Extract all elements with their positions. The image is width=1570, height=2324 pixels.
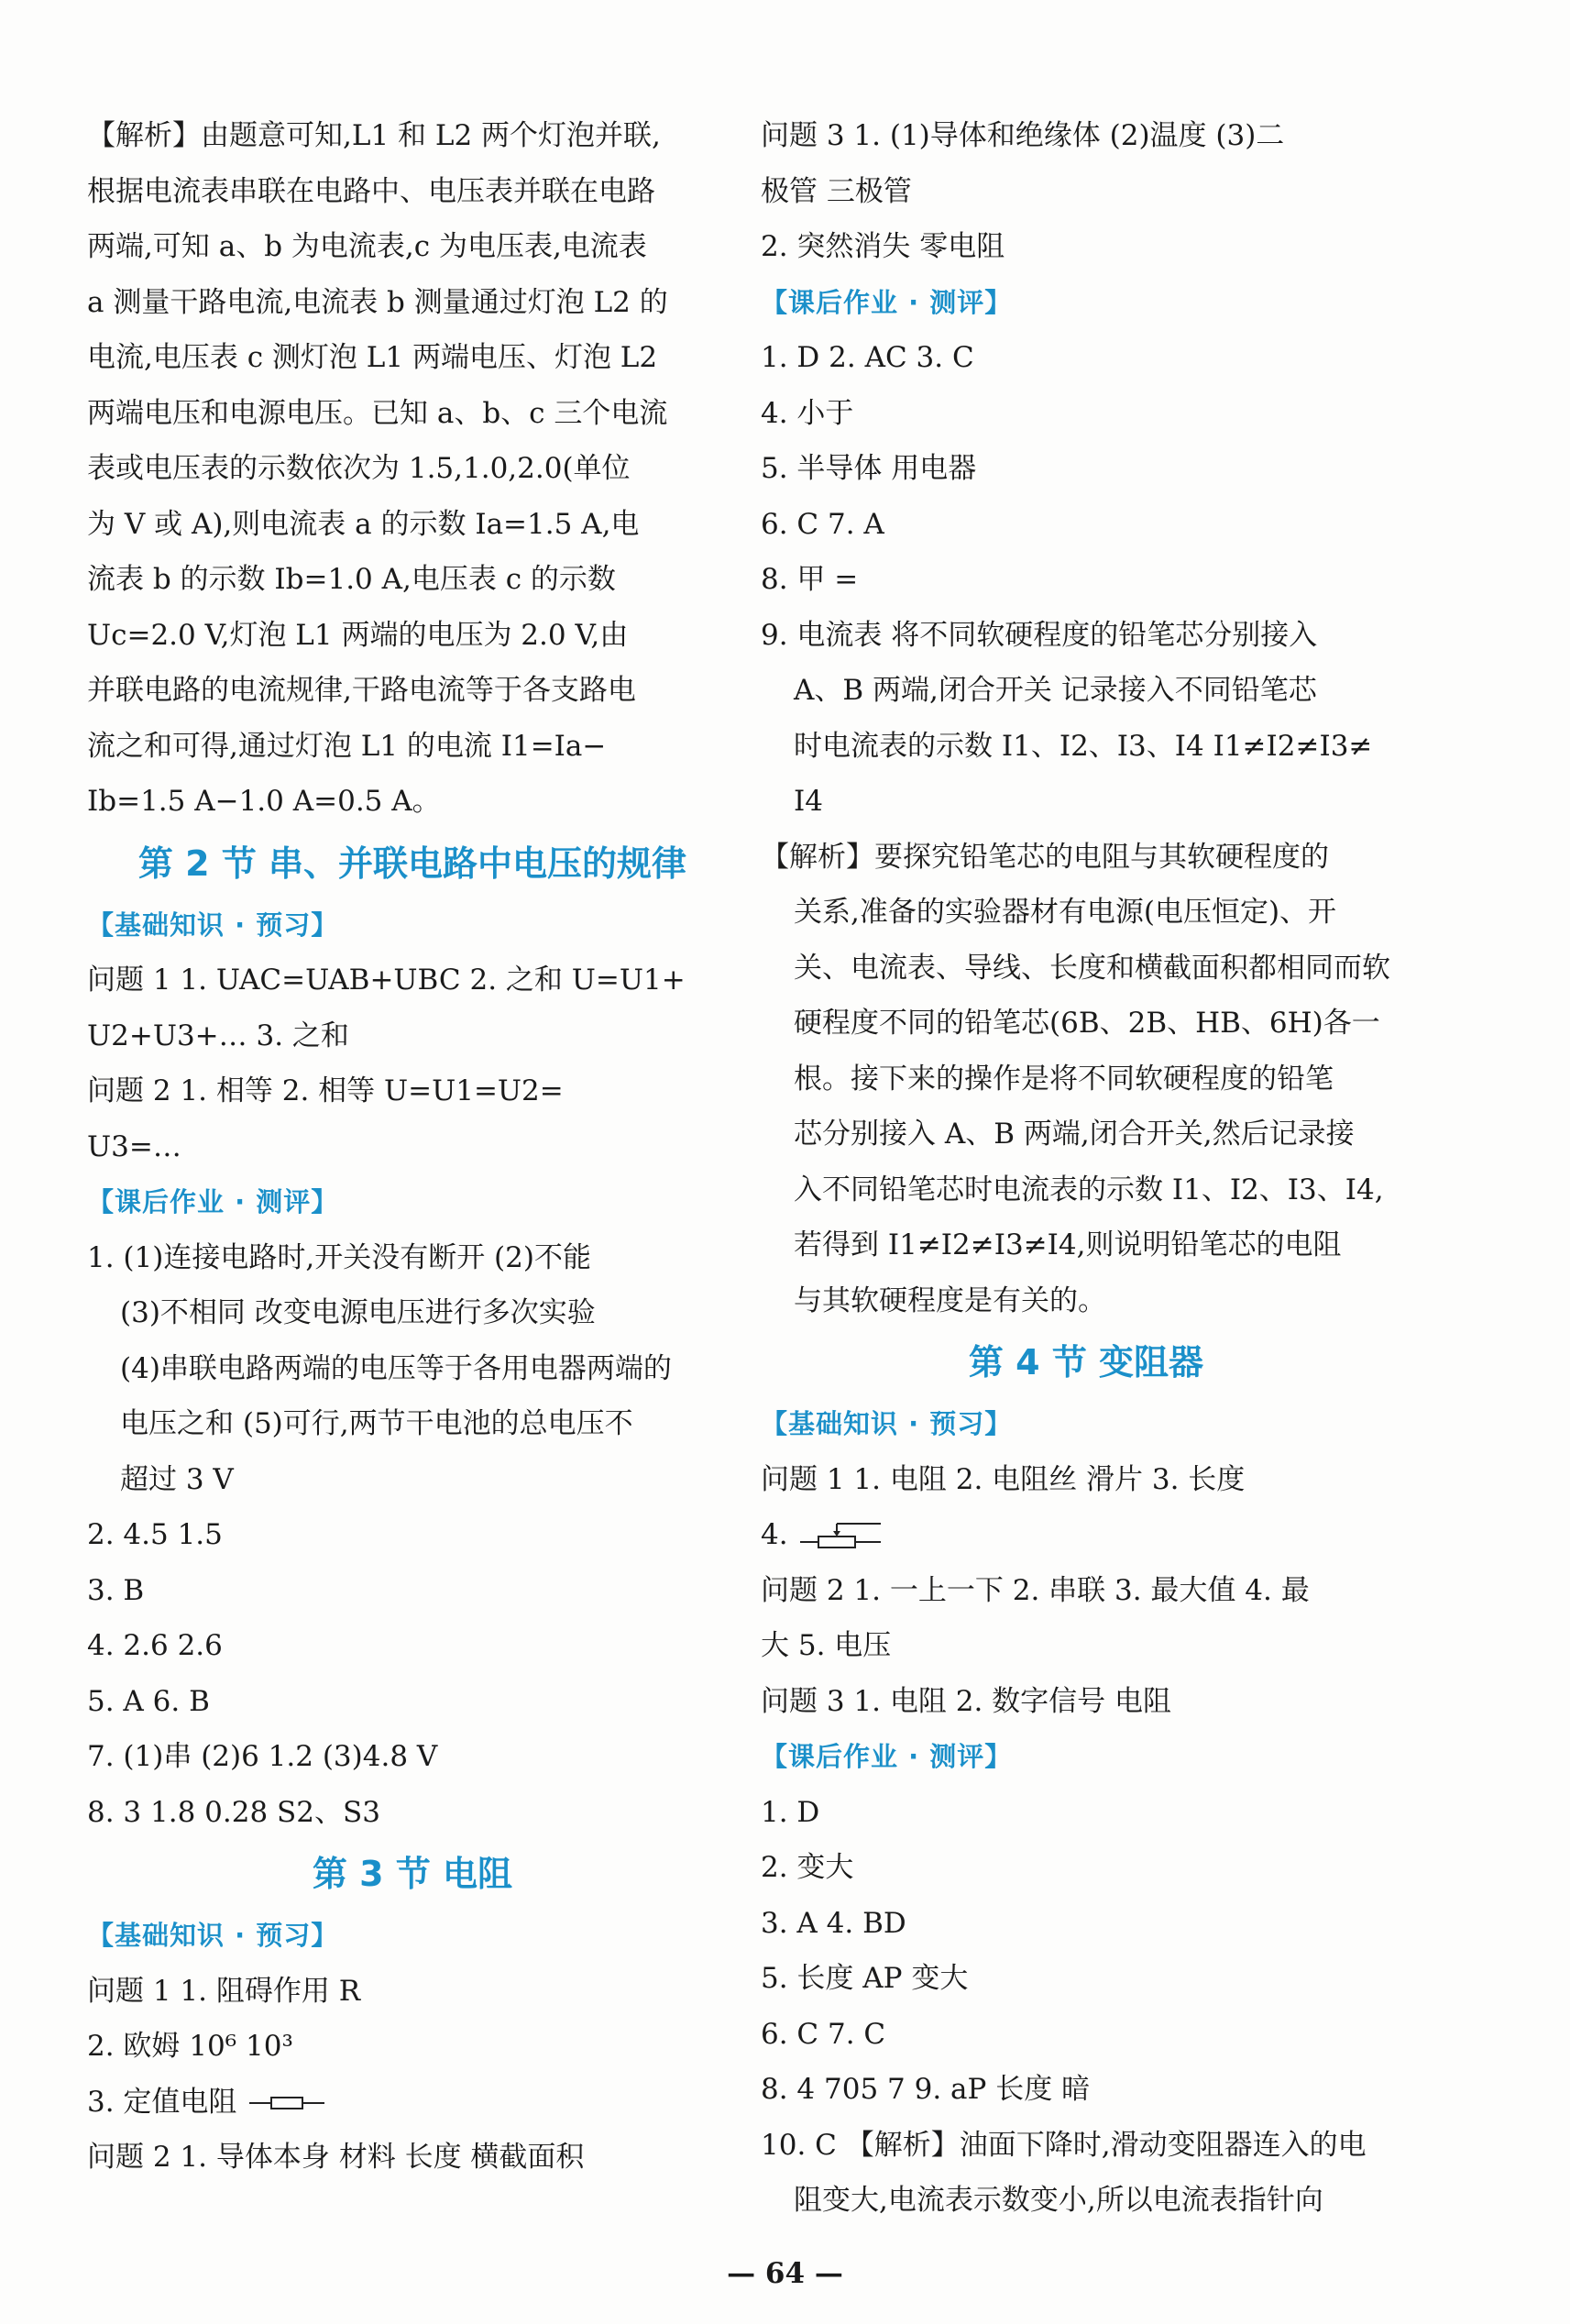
answer-line: 时电流表的示数 I1、I2、I3、I4 I1≠I2≠I3≠ (794, 729, 1373, 763)
answer-line: A、B 两端,闭合开关 记录接入不同铅笔芯 (794, 674, 1317, 707)
section-4-title: 第 4 节 变阻器 (968, 1342, 1204, 1382)
s2-question-2-line-2: U3=… (87, 1129, 181, 1163)
analysis-line: 两端,可知 a、b 为电流表,c 为电压表,电流表 (87, 230, 647, 263)
s3-question-3-line-2: 极管 三极管 (761, 174, 912, 208)
s2-answer-4: 4. 2.6 2.6 (87, 1629, 223, 1662)
s2-question-1-line-1: 问题 1 1. UAC=UAB+UBC 2. 之和 U=U1+ (87, 964, 686, 997)
analysis-line: 根。接下来的操作是将不同软硬程度的铅笔 (794, 1062, 1334, 1096)
s3-answer-4: 4. 小于 (761, 396, 854, 430)
s4-answer-3-4: 3. A 4. BD (761, 1906, 906, 1940)
s3-question-1-item-3 (87, 2075, 738, 2131)
rheostat-label: 4. (761, 1518, 788, 1551)
tag-preview-s3: 【基础知识 · 预习】 (87, 1920, 339, 1951)
analysis-line: 为 V 或 A),则电流表 a 的示数 Ia=1.5 A,电 (87, 507, 640, 541)
analysis-line: 并联电路的电流规律,干路电流等于各支路电 (87, 674, 636, 707)
s2-answer-8: 8. 3 1.8 0.28 S2、S3 (87, 1795, 380, 1829)
s3-answer-9 (761, 608, 1411, 830)
analysis-line: a 测量干路电流,电流表 b 测量通过灯泡 L2 的 (87, 285, 668, 319)
answer-line: 电压之和 (5)可行,两节干电池的总电压不 (120, 1407, 633, 1440)
answer-line: (4)串联电路两端的电压等于各用电器两端的 (120, 1351, 672, 1385)
analysis-line: Uc=2.0 V,灯泡 L1 两端的电压为 2.0 V,由 (87, 618, 629, 652)
fixed-resistor-symbol-icon (246, 2092, 328, 2114)
analysis-line: 关系,准备的实验器材有电源(电压恒定)、开 (794, 896, 1337, 929)
section-2-title: 第 2 节 串、并联电路中电压的规律 (137, 843, 687, 884)
page-number: — 64 — (727, 2257, 843, 2290)
analysis-line: 流之和可得,通过灯泡 L1 的电流 I1=Ia− (87, 729, 607, 763)
answer-line: I4 (794, 785, 823, 818)
tag-homework: 【课后作业 · 测评】 (87, 1186, 339, 1217)
s2-answer-1 (87, 1230, 738, 1508)
analysis-line: 流表 b 的示数 Ib=1.0 A,电压表 c 的示数 (87, 563, 616, 596)
analysis-line: 根据电流表串联在电路中、电压表并联在电路 (87, 174, 655, 208)
tag-homework-s4: 【课后作业 · 测评】 (761, 1741, 1013, 1772)
s4-question-2-line-1: 问题 2 1. 一上一下 2. 串联 3. 最大值 4. 最 (761, 1573, 1310, 1607)
fixed-resistor-label: 3. 定值电阻 (87, 2085, 237, 2119)
s2-answer-7: 7. (1)串 (2)6 1.2 (3)4.8 V (87, 1740, 438, 1773)
analysis-line: 芯分别接入 A、B 两端,闭合开关,然后记录接 (794, 1118, 1355, 1151)
analysis-line: 若得到 I1≠I2≠I3≠I4,则说明铅笔芯的电阻 (794, 1228, 1342, 1261)
analysis-paragraph-1 (87, 108, 738, 830)
section-3-title: 第 3 节 电阻 (312, 1854, 513, 1894)
analysis-line: 【解析】要探究铅笔芯的电阻与其软硬程度的 (761, 840, 1329, 874)
s4-answer-8-9: 8. 4 705 7 9. aP 长度 暗 (761, 2073, 1091, 2106)
s2-question-2-line-1: 问题 2 1. 相等 2. 相等 U=U1=U2= (87, 1074, 564, 1107)
s4-question-1-item-4 (761, 1507, 1411, 1563)
analysis-line: 两端电压和电源电压。已知 a、b、c 三个电流 (87, 396, 668, 430)
s4-answer-10-line-2: 阻变大,电流表示数变小,所以电流表指针向 (794, 2184, 1323, 2217)
tag-preview-s4: 【基础知识 · 预习】 (761, 1408, 1013, 1439)
s3-question-1: 问题 1 1. 阻碍作用 R (87, 1974, 361, 2008)
s2-question-1-line-2: U2+U3+… 3. 之和 (87, 1019, 349, 1052)
analysis-paragraph-9 (761, 830, 1411, 1329)
analysis-line: 与其软硬程度是有关的。 (794, 1283, 1106, 1317)
analysis-line: 关、电流表、导线、长度和横截面积都相同而软 (794, 951, 1390, 985)
s4-answer-5: 5. 长度 AP 变大 (761, 1962, 969, 1995)
analysis-line: Ib=1.5 A−1.0 A=0.5 A。 (87, 785, 441, 818)
s4-question-2-line-2: 大 5. 电压 (761, 1629, 892, 1662)
analysis-line: 电流,电压表 c 测灯泡 L1 两端电压、灯泡 L2 (87, 341, 658, 374)
s4-question-1: 问题 1 1. 电阻 2. 电阻丝 滑片 3. 长度 (761, 1462, 1246, 1496)
left-column (87, 108, 738, 2186)
s3-question-3-line-3: 2. 突然消失 零电阻 (761, 230, 1005, 263)
s4-answer-6-7: 6. C 7. C (761, 2017, 886, 2051)
answer-line: (3)不相同 改变电源电压进行多次实验 (120, 1296, 596, 1329)
right-column (761, 108, 1411, 2229)
analysis-line: 入不同铅笔芯时电流表的示数 I1、I2、I3、I4, (794, 1173, 1384, 1206)
s3-answer-1-3: 1. D 2. AC 3. C (761, 341, 974, 374)
s2-answer-3: 3. B (87, 1573, 145, 1607)
tag-homework-s3: 【课后作业 · 测评】 (761, 286, 1013, 318)
s3-question-3-line-1: 问题 3 1. (1)导体和绝缘体 (2)温度 (3)二 (761, 119, 1285, 152)
answer-line: 超过 3 V (120, 1462, 234, 1496)
tag-preview: 【基础知识 · 预习】 (87, 909, 339, 941)
answer-line: 9. 电流表 将不同软硬程度的铅笔芯分别接入 (761, 618, 1318, 652)
s3-answer-8: 8. 甲 = (761, 563, 859, 596)
s4-answer-2: 2. 变大 (761, 1851, 854, 1884)
s4-question-3: 问题 3 1. 电阻 2. 数字信号 电阻 (761, 1684, 1172, 1718)
analysis-line: 硬程度不同的铅笔芯(6B、2B、HB、6H)各一 (794, 1007, 1380, 1040)
s3-question-1-item-2: 2. 欧姆 10⁶ 10³ (87, 2030, 293, 2063)
s2-answer-2: 2. 4.5 1.5 (87, 1518, 223, 1551)
s4-answer-1: 1. D (761, 1795, 820, 1829)
s2-answer-5-6: 5. A 6. B (87, 1684, 210, 1718)
s4-answer-10-line-1: 10. C 【解析】油面下降时,滑动变阻器连入的电 (761, 2128, 1367, 2162)
s3-question-2: 问题 2 1. 导体本身 材料 长度 横截面积 (87, 2141, 585, 2174)
analysis-line: 【解析】由题意可知,L1 和 L2 两个灯泡并联, (87, 119, 661, 152)
analysis-line: 表或电压表的示数依次为 1.5,1.0,2.0(单位 (87, 452, 631, 485)
s3-answer-5: 5. 半导体 用电器 (761, 452, 977, 485)
rheostat-symbol-icon (796, 1518, 888, 1555)
s3-answer-6-7: 6. C 7. A (761, 507, 884, 541)
answer-line: 1. (1)连接电路时,开关没有断开 (2)不能 (87, 1240, 591, 1274)
